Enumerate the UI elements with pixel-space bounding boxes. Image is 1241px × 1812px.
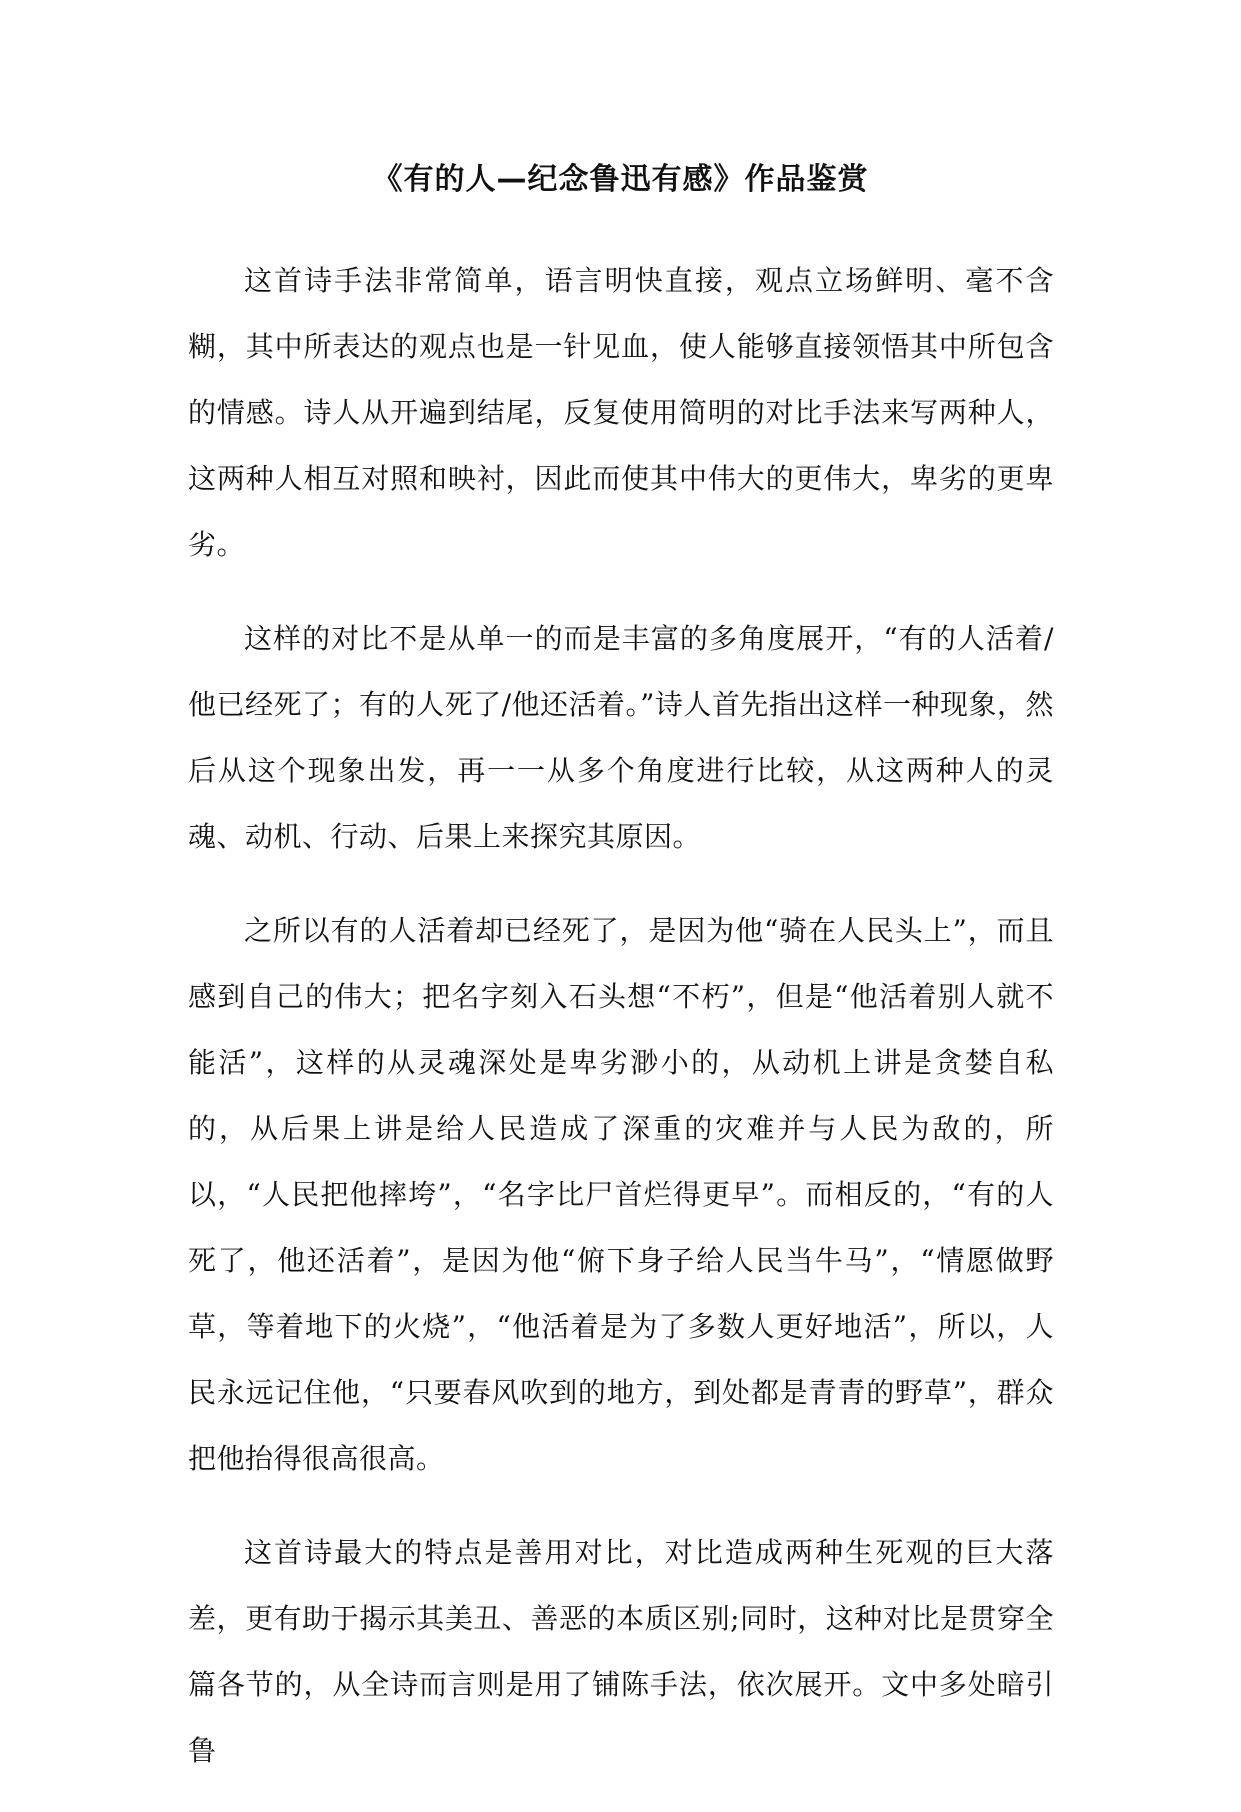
document-body: [188, 248, 1054, 1812]
document-title: 《有的人—纪念鲁迅有感》作品鉴赏: [372, 162, 869, 197]
paragraph: 这首诗最大的特点是善用对比，对比造成两种生死观的巨大落差，更有助于揭示其美丑、善恶的本质区别;同时，这种对比是贯穿全篇各节的，从全诗而言则是用了铺陈手法，依次展开。文中多处暗引鲁: [188, 1536, 1054, 1767]
paragraph: 这首诗手法非常简单，语言明快直接，观点立场鲜明、毫不含糊，其中所表达的观点也是一针见血，使人能够直接领悟其中所包含的情感。诗人从开遍到结尾，反复使用简明的对比手法来写两种人，这两种人相互对照和映衬，因此而使其中伟大的更伟大，卑劣的更卑劣。: [188, 264, 1054, 561]
paragraph: 之所以有的人活着却已经死了，是因为他“骑在人民头上”，而且感到自己的伟大；把名字刻入石头想“不朽”，但是“他活着别人就不能活”，这样的从灵魂深处是卑劣渺小的，从动机上讲是贪婪自私的，从后果上讲是给人民造成了深重的灾难并与人民为敌的，所以，“人民把他摔垮”，“名字比尸首烂得更早”。而相反的，“有的人死了，他还活着”，是因为他“俯下身子给人民当牛马”，“情愿做野草，等着地下的火烧”，“他活着是为了多数人更好地活”，所以，人民永远记住他，“只要春风吹到的地方，到处都是青青的野草”，群众把他抬得很高很高。: [188, 914, 1054, 1475]
paragraph: 这样的对比不是从单一的而是丰富的多角度展开，“有的人活着/他已经死了；有的人死了/他还活着。”诗人首先指出这样一种现象，然后从这个现象出发，再一一从多个角度进行比较，从这两种人的灵魂、动机、行动、后果上来探究其原因。: [188, 622, 1054, 853]
